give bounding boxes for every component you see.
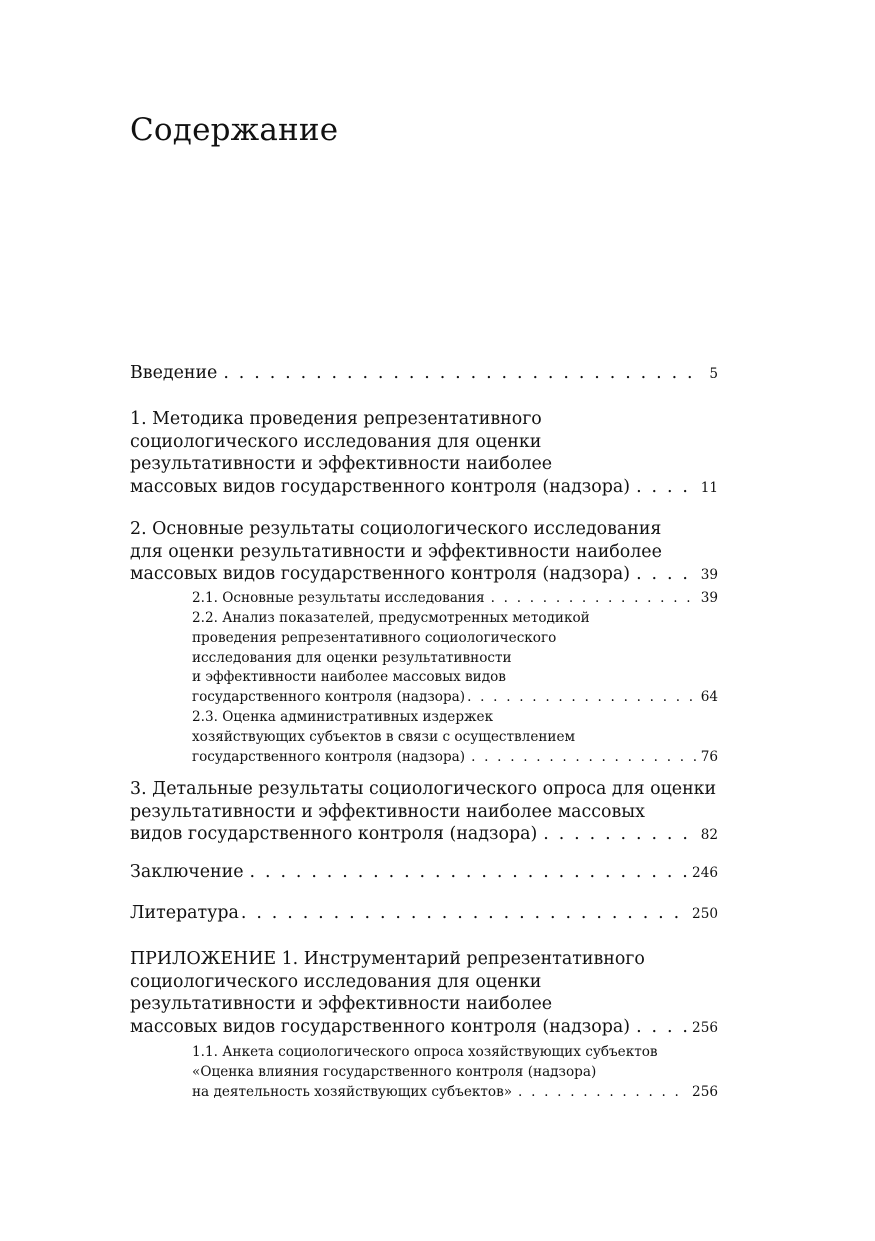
dot-leader <box>636 563 697 586</box>
toc-entry-line: «Оценка влияния государственного контроля (надзора) <box>192 1063 597 1080</box>
toc-entry-line: 1.1. Анкета социологического опроса хозяйствующих субъектов <box>192 1044 658 1060</box>
toc-entry-chapter-1[interactable] <box>130 408 718 499</box>
toc-entry-section-2-1[interactable] <box>192 589 718 609</box>
toc-entry-line: массовых видов государственного контроля (надзора) <box>130 476 631 497</box>
toc-entry-appendix-1[interactable] <box>130 948 718 1039</box>
toc-entry-chapter-3[interactable] <box>130 778 718 847</box>
page-number: 250 <box>692 906 718 922</box>
page-number: 256 <box>692 1083 718 1100</box>
page-number: 11 <box>700 479 718 496</box>
toc-entry-line: хозяйствующих субъектов в связи с осуществлением <box>192 728 576 745</box>
toc-entry-title: 2.1. Основные результаты исследования <box>192 590 485 606</box>
toc-entry-line: результативности и эффективности наиболее <box>130 454 553 474</box>
toc-entry-line: видов государственного контроля (надзора) <box>130 824 538 844</box>
dot-leader <box>543 823 696 846</box>
toc-entry-line: для оценки результативности и эффективности наиболее <box>130 541 662 562</box>
toc-entry-line: 2. Основные результаты социологического исследования <box>130 519 662 539</box>
dot-leader <box>467 688 697 708</box>
toc-entry-section-2-3[interactable] <box>192 708 718 767</box>
toc-entry-line: проведения репрезентативного социологического <box>192 629 557 646</box>
toc-entry-title: Заключение <box>130 862 244 882</box>
toc-entry-appendix-1-1[interactable] <box>192 1043 718 1102</box>
toc-entry-line: массовых видов государственного контроля (надзора) <box>130 564 631 584</box>
toc-entry-line: массовых видов государственного контроля (надзора) <box>130 1016 631 1037</box>
page-title: Содержание <box>130 112 339 148</box>
dot-leader <box>250 861 689 884</box>
toc-entry-line: социологического исследования для оценки <box>130 971 542 992</box>
page-number: 246 <box>692 865 718 881</box>
dot-leader <box>491 589 697 609</box>
toc-entry-line: 2.3. Оценка административных издержек <box>192 709 494 725</box>
page-number: 5 <box>709 366 718 382</box>
toc-entry-line: и эффективности наиболее массовых видов <box>192 669 506 686</box>
toc-entry-line: 2.2. Анализ показателей, предусмотренных методикой <box>192 610 590 626</box>
page-number: 39 <box>700 567 718 583</box>
toc-entry-chapter-2[interactable] <box>130 518 718 587</box>
toc-entry-line: исследования для оценки результативности <box>192 649 512 666</box>
toc-entry-section-2-2[interactable] <box>192 609 718 708</box>
dot-leader <box>636 1016 688 1039</box>
dot-leader <box>636 476 697 499</box>
dot-leader <box>471 748 697 768</box>
dot-leader <box>223 362 704 385</box>
toc-entry-line: социологического исследования для оценки <box>130 431 542 452</box>
toc-entry-line: ПРИЛОЖЕНИЕ 1. Инструментарий репрезентативного <box>130 949 645 969</box>
toc-entry-title: Литература <box>130 903 239 923</box>
toc-entry-introduction[interactable] <box>130 362 718 386</box>
toc-entry-line: 3. Детальные результаты социологического опроса для оценки <box>130 779 717 799</box>
toc-entry-line: результативности и эффективности наиболее массовых <box>130 801 645 822</box>
toc-entry-literature[interactable] <box>130 902 718 926</box>
toc-entry-line: государственного контроля (надзора) <box>192 748 466 765</box>
toc-entry-line: государственного контроля (надзора) <box>192 689 466 706</box>
page-number: 76 <box>700 748 718 765</box>
page-number: 256 <box>692 1019 718 1036</box>
toc-entry-line: результативности и эффективности наиболее <box>130 994 553 1014</box>
dot-leader <box>241 902 688 925</box>
toc-entry-conclusion[interactable] <box>130 861 718 885</box>
page-number: 64 <box>700 689 718 706</box>
toc-entry-title: Введение <box>130 363 218 383</box>
toc-entry-line: 1. Методика проведения репрезентативного <box>130 409 542 429</box>
page-number: 82 <box>700 827 718 843</box>
page-number: 39 <box>700 590 718 606</box>
toc-entry-line: на деятельность хозяйствующих субъектов» <box>192 1083 513 1100</box>
dot-leader <box>518 1083 688 1103</box>
